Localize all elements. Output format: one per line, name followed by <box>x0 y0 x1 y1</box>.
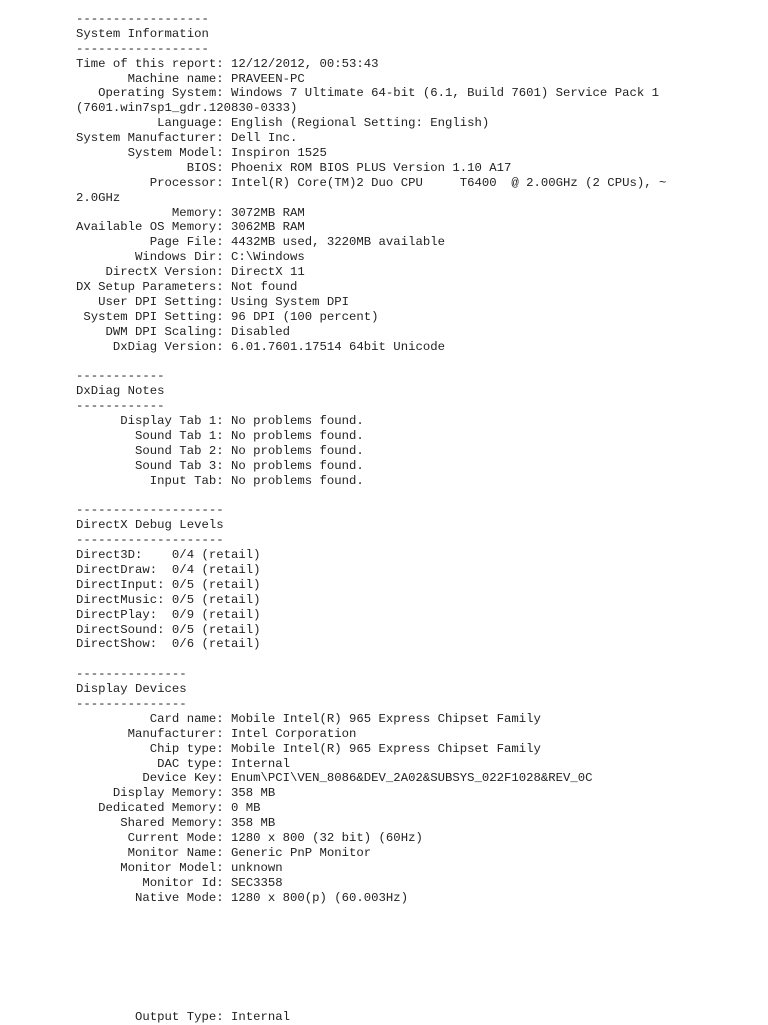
report-line: DX Setup Parameters: Not found <box>76 280 298 295</box>
report-line: Monitor Id: SEC3358 <box>76 875 283 890</box>
report-line: Current Mode: 1280 x 800 (32 bit) (60Hz) <box>76 830 423 845</box>
report-line <box>76 965 666 980</box>
report-line <box>76 905 666 920</box>
report-line: Time of this report: 12/12/2012, 00:53:43 <box>76 56 379 71</box>
report-line: Input Tab: No problems found. <box>76 473 364 488</box>
report-line: Output Type: Internal <box>76 1009 291 1024</box>
report-line: DirectPlay: 0/9 (retail) <box>76 607 261 622</box>
report-line: Card name: Mobile Intel(R) 965 Express Chipset Family <box>76 711 541 726</box>
report-line: Machine name: PRAVEEN-PC <box>76 71 305 86</box>
report-line: Native Mode: 1280 x 800(p) (60.003Hz) <box>76 890 409 905</box>
report-line <box>76 920 666 935</box>
report-line: -------------------- <box>76 503 224 518</box>
report-line: Operating System: Windows 7 Ultimate 64-bit (6.1, Build 7601) Service Pack 1 <box>76 86 659 101</box>
report-line: ------------------ <box>76 12 209 26</box>
report-line <box>76 950 666 965</box>
report-line <box>76 354 666 369</box>
report-line: DAC type: Internal <box>76 756 291 771</box>
report-line: DxDiag Version: 6.01.7601.17514 64bit Unicode <box>76 339 445 354</box>
report-line <box>76 935 666 950</box>
report-line: Processor: Intel(R) Core(TM)2 Duo CPU T6400 @ 2.00GHz (2 CPUs), ~ <box>76 175 667 190</box>
report-line: 2.0GHz <box>76 190 121 205</box>
report-line: DirectX Debug Levels <box>76 518 224 533</box>
report-line: System Manufacturer: Dell Inc. <box>76 131 298 146</box>
report-line: DirectX Version: DirectX 11 <box>76 265 305 280</box>
report-line: Available OS Memory: 3062MB RAM <box>76 220 305 235</box>
report-line: Dedicated Memory: 0 MB <box>76 801 261 816</box>
report-line: Memory: 3072MB RAM <box>76 205 305 220</box>
report-line: ------------ <box>76 399 165 414</box>
report-line: Chip type: Mobile Intel(R) 965 Express Chipset Family <box>76 741 541 756</box>
report-line: Language: English (Regional Setting: English) <box>76 116 490 131</box>
report-line: --------------- <box>76 667 187 682</box>
report-line: Sound Tab 1: No problems found. <box>76 428 364 443</box>
report-line: Display Tab 1: No problems found. <box>76 414 364 429</box>
report-line <box>76 489 666 504</box>
report-line: Shared Memory: 358 MB <box>76 816 276 831</box>
report-line: BIOS: Phoenix ROM BIOS PLUS Version 1.10 A17 <box>76 160 512 175</box>
report-line: Display Memory: 358 MB <box>76 786 276 801</box>
report-line: DirectShow: 0/6 (retail) <box>76 637 261 652</box>
report-line: System Model: Inspiron 1525 <box>76 146 327 161</box>
report-line: -------------------- <box>76 533 224 548</box>
report-line: ------------ <box>76 369 165 384</box>
report-line: DirectInput: 0/5 (retail) <box>76 577 261 592</box>
report-line: DirectDraw: 0/4 (retail) <box>76 562 261 577</box>
report-line: Windows Dir: C:\Windows <box>76 250 305 265</box>
report-line: System DPI Setting: 96 DPI (100 percent) <box>76 309 379 324</box>
report-line <box>76 652 666 667</box>
report-line: DirectMusic: 0/5 (retail) <box>76 592 261 607</box>
report-line: Page File: 4432MB used, 3220MB available <box>76 235 445 250</box>
report-line <box>76 995 666 1010</box>
report-line: DWM DPI Scaling: Disabled <box>76 324 291 339</box>
report-line <box>76 980 666 995</box>
report-line: --------------- <box>76 696 187 711</box>
report-line: Display Devices <box>76 682 187 697</box>
report-line: DxDiag Notes <box>76 384 165 399</box>
report-line: User DPI Setting: Using System DPI <box>76 294 350 309</box>
report-line: Sound Tab 2: No problems found. <box>76 443 364 458</box>
report-line: Device Key: Enum\PCI\VEN_8086&DEV_2A02&SUBSYS_022F1028&REV_0C <box>76 771 593 786</box>
report-line: Manufacturer: Intel Corporation <box>76 726 357 741</box>
dxdiag-report <box>76 12 666 1025</box>
report-line: System Information <box>76 26 209 41</box>
report-line: ------------------ <box>76 41 209 56</box>
report-line: Monitor Model: unknown <box>76 860 283 875</box>
report-line: Monitor Name: Generic PnP Monitor <box>76 845 372 860</box>
report-line: Direct3D: 0/4 (retail) <box>76 548 261 563</box>
report-line: (7601.win7sp1_gdr.120830-0333) <box>76 101 298 116</box>
report-line: DirectSound: 0/5 (retail) <box>76 622 261 637</box>
report-line: Sound Tab 3: No problems found. <box>76 458 364 473</box>
